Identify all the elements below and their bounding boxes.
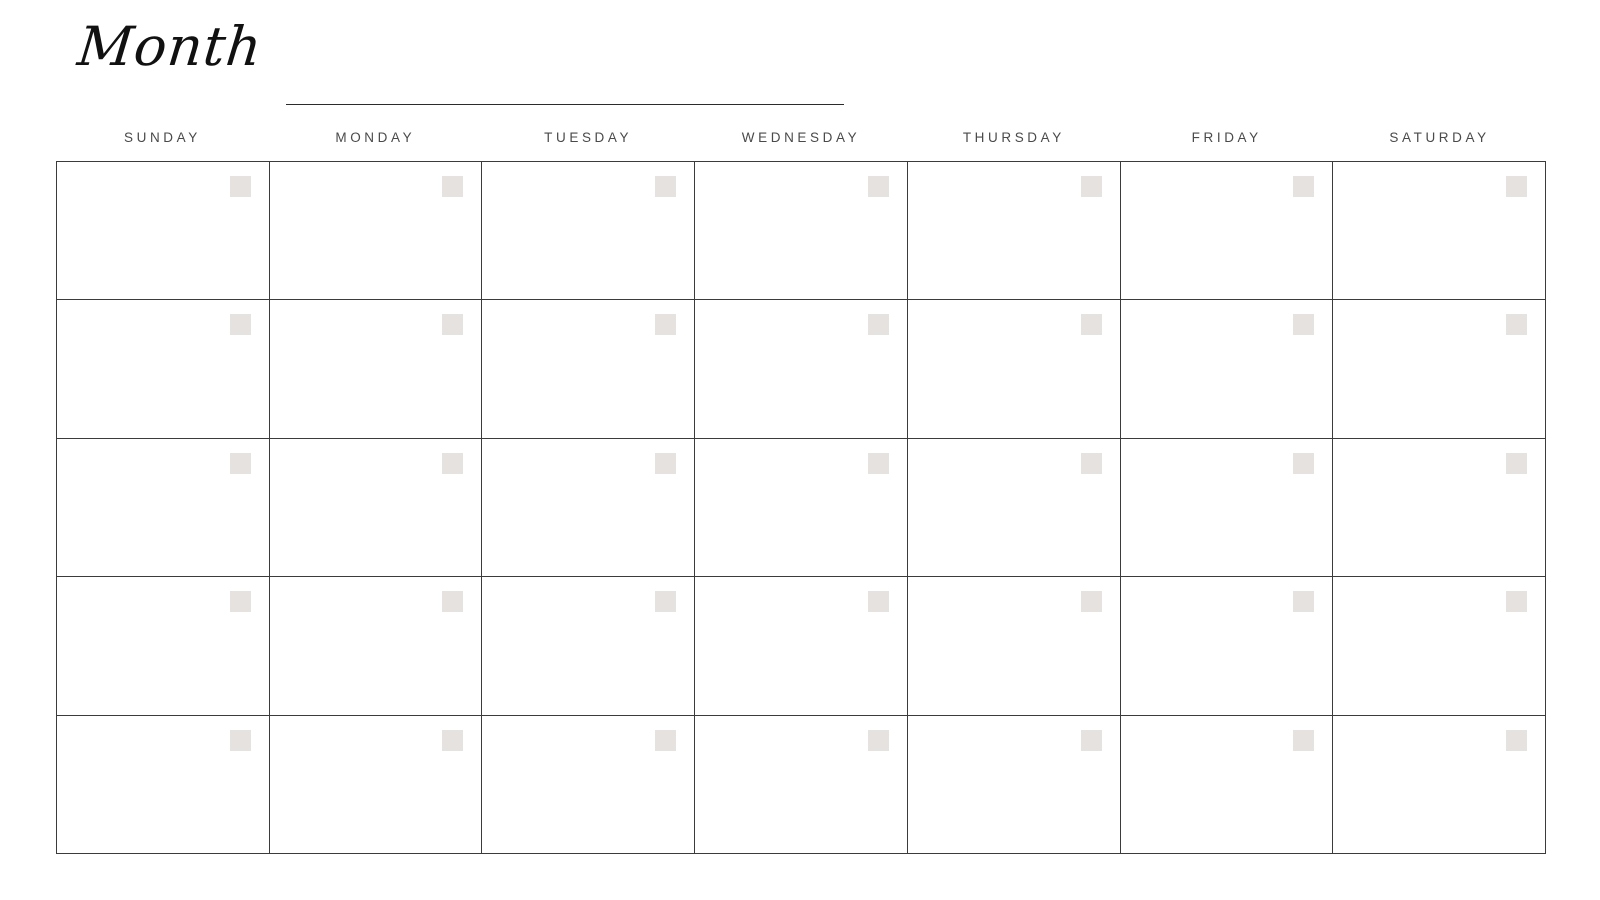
calendar-day-cell[interactable] <box>1333 716 1546 854</box>
calendar-day-cell[interactable] <box>270 439 483 577</box>
calendar-day-cell[interactable] <box>270 577 483 715</box>
calendar-day-cell[interactable] <box>1333 162 1546 300</box>
date-number-box[interactable] <box>1506 176 1527 197</box>
calendar-day-cell[interactable] <box>1121 162 1334 300</box>
date-number-box[interactable] <box>1293 314 1314 335</box>
date-number-box[interactable] <box>1506 591 1527 612</box>
calendar-day-cell[interactable] <box>57 439 270 577</box>
date-number-box[interactable] <box>1081 314 1102 335</box>
month-name-write-in-line[interactable] <box>286 104 844 105</box>
calendar-day-cell[interactable] <box>57 300 270 438</box>
date-number-box[interactable] <box>655 176 676 197</box>
date-number-box[interactable] <box>1506 730 1527 751</box>
calendar-day-cell[interactable] <box>57 716 270 854</box>
calendar-grid <box>56 161 1546 854</box>
calendar-day-cell[interactable] <box>908 577 1121 715</box>
calendar-day-cell[interactable] <box>695 577 908 715</box>
date-number-box[interactable] <box>442 453 463 474</box>
calendar-day-cell[interactable] <box>908 439 1121 577</box>
weekday-label-wednesday: WEDNESDAY <box>741 130 861 145</box>
weekday-label-saturday: SATURDAY <box>1389 130 1490 145</box>
calendar-day-cell[interactable] <box>1121 439 1334 577</box>
date-number-box[interactable] <box>230 176 251 197</box>
calendar-day-cell[interactable] <box>57 577 270 715</box>
calendar-day-cell[interactable] <box>270 162 483 300</box>
date-number-box[interactable] <box>655 591 676 612</box>
date-number-box[interactable] <box>442 176 463 197</box>
date-number-box[interactable] <box>868 176 889 197</box>
date-number-box[interactable] <box>868 730 889 751</box>
page-title: Month <box>74 15 266 78</box>
calendar-day-cell[interactable] <box>482 439 695 577</box>
calendar-day-cell[interactable] <box>482 577 695 715</box>
calendar-day-cell[interactable] <box>695 716 908 854</box>
date-number-box[interactable] <box>442 314 463 335</box>
calendar-day-cell[interactable] <box>695 162 908 300</box>
date-number-box[interactable] <box>1506 314 1527 335</box>
date-number-box[interactable] <box>655 314 676 335</box>
date-number-box[interactable] <box>442 730 463 751</box>
date-number-box[interactable] <box>230 730 251 751</box>
weekday-label-thursday: THURSDAY <box>962 130 1065 145</box>
date-number-box[interactable] <box>1506 453 1527 474</box>
calendar-day-cell[interactable] <box>1121 577 1334 715</box>
calendar-day-cell[interactable] <box>1121 716 1334 854</box>
weekday-label-friday: FRIDAY <box>1191 130 1262 145</box>
date-number-box[interactable] <box>655 453 676 474</box>
calendar-day-cell[interactable] <box>270 300 483 438</box>
calendar-day-cell[interactable] <box>1333 577 1546 715</box>
date-number-box[interactable] <box>230 453 251 474</box>
date-number-box[interactable] <box>655 730 676 751</box>
weekday-label-tuesday: TUESDAY <box>544 130 633 145</box>
date-number-box[interactable] <box>1293 730 1314 751</box>
calendar-header <box>56 15 1546 114</box>
calendar-day-cell[interactable] <box>482 300 695 438</box>
calendar-day-cell[interactable] <box>270 716 483 854</box>
calendar-day-cell[interactable] <box>695 300 908 438</box>
weekday-header-row <box>56 130 1546 153</box>
calendar-day-cell[interactable] <box>1333 300 1546 438</box>
date-number-box[interactable] <box>1081 176 1102 197</box>
date-number-box[interactable] <box>442 591 463 612</box>
calendar-day-cell[interactable] <box>908 300 1121 438</box>
calendar-day-cell[interactable] <box>1333 439 1546 577</box>
date-number-box[interactable] <box>1081 730 1102 751</box>
calendar-day-cell[interactable] <box>57 162 270 300</box>
calendar-day-cell[interactable] <box>908 716 1121 854</box>
calendar-day-cell[interactable] <box>908 162 1121 300</box>
calendar-day-cell[interactable] <box>1121 300 1334 438</box>
date-number-box[interactable] <box>1293 591 1314 612</box>
date-number-box[interactable] <box>1293 176 1314 197</box>
date-number-box[interactable] <box>1081 591 1102 612</box>
date-number-box[interactable] <box>868 591 889 612</box>
weekday-label-monday: MONDAY <box>335 130 416 145</box>
date-number-box[interactable] <box>868 453 889 474</box>
calendar-day-cell[interactable] <box>482 716 695 854</box>
date-number-box[interactable] <box>1081 453 1102 474</box>
date-number-box[interactable] <box>230 314 251 335</box>
date-number-box[interactable] <box>1293 453 1314 474</box>
date-number-box[interactable] <box>868 314 889 335</box>
weekday-label-sunday: SUNDAY <box>123 130 201 145</box>
calendar-day-cell[interactable] <box>482 162 695 300</box>
date-number-box[interactable] <box>230 591 251 612</box>
calendar-day-cell[interactable] <box>695 439 908 577</box>
